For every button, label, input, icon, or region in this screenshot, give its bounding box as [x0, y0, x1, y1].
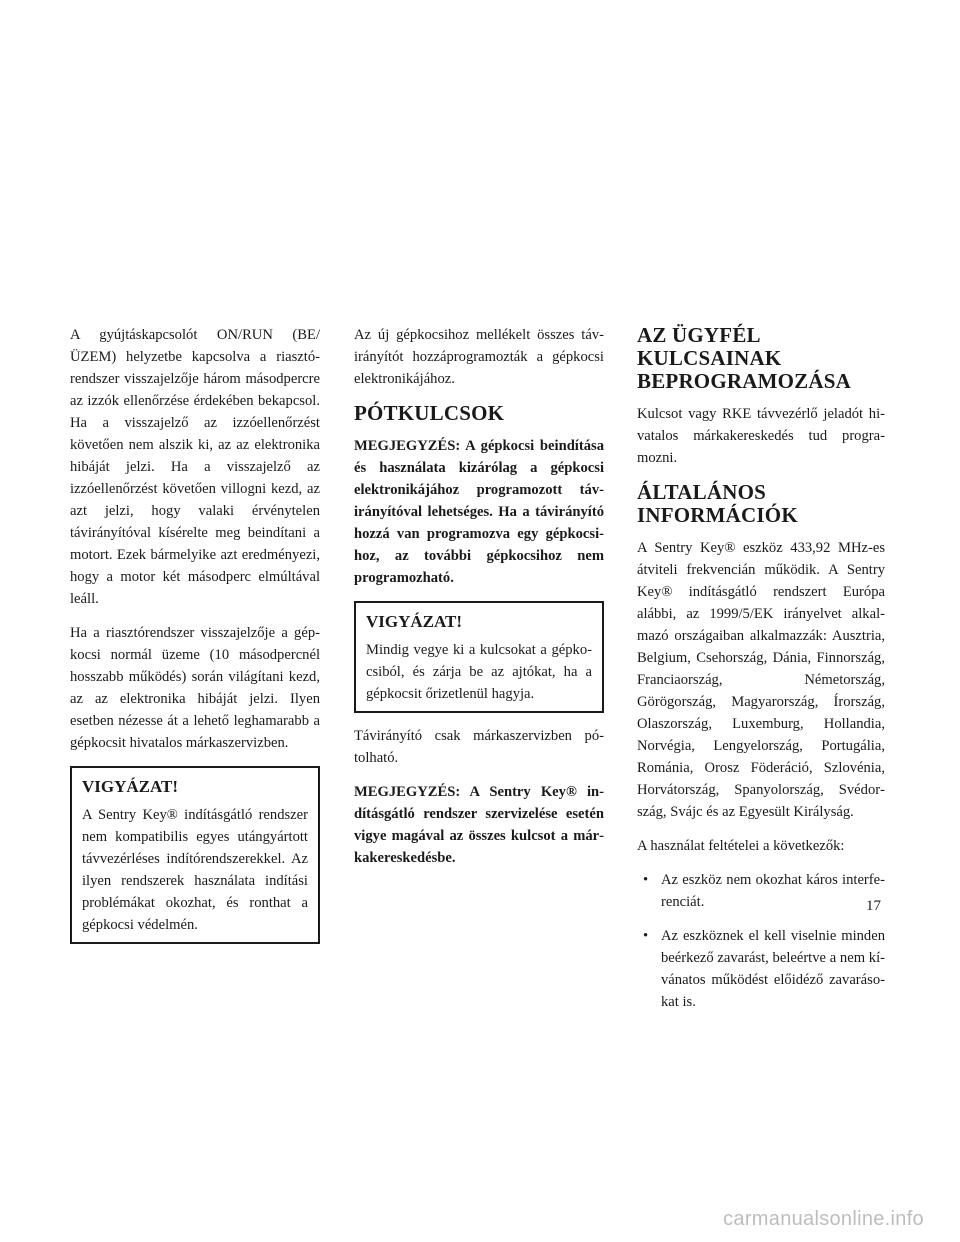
paragraph-indicator-check: A gyújtáskapcsolót ON/RUN (BE/ ÜZEM) helyzetbe kapcsolva a riasztórendszer visszajelzője három másodpercre az izzók ellenőrzése érdekében bekapcsol. Ha a visszajelző az izzóellenőrzést követően nem alszik ki, az az elektronika hibáját jelzi. Ha a visszajelző az izzóellenőrzést követően villogni kezd, az azt jelzi, hogy valaki érvénytelen távirányítóval kísérelte meg beindítani a motort. Ezek bármelyike azt eredményezi, hogy a motor két másodperc elmúltával leáll. [70, 327, 320, 607]
conditions-list [637, 869, 885, 1013]
paragraph-new-remotes: Az új gépkocsihoz mellékelt összes távirányítót hozzáprogramozták a gépkocsi elektronikájához. [354, 327, 604, 387]
note-programming: MEGJEGYZÉS: A gépkocsi beindítása és használata kizárólag a gépkocsi elektronikájához programozott távirányítóval lehetséges. Ha a távirányító hozzá van programozva egy gépkocsihoz, az további gépkocsihoz nem programozható. [354, 438, 604, 586]
page-number: 17 [866, 898, 881, 914]
warning-box-remote-start [70, 766, 320, 944]
heading-spare-keys: PÓTKULCSOK [354, 401, 505, 425]
list-item: • Az eszköz nem okozhat káros interferenciát. [637, 869, 885, 913]
paragraph-conditions-intro: A használat feltételei a következők: [637, 838, 845, 854]
list-item: • Az eszköznek el kell viselnie minden beérkező zavarást, beleértve a nem kívánatos működést előidéző zavarásokat is. [637, 925, 885, 1013]
paragraph-indicator-fault: Ha a riasztórendszer visszajelzője a gépkocsi normál üzeme (10 másodpercnél hosszabb működés) során világítani kezd, az az elektronika hibáját jelzi. Ilyen esetben nézesse át a lehető leghamarabb a gépkocsit hivatalos márkaszervizben. [70, 625, 320, 751]
watermark: carmanualsonline.info [723, 1208, 924, 1230]
heading-general-information: ÁLTALÁNOS INFORMÁCIÓK [637, 480, 798, 527]
paragraph-frequency-countries: A Sentry Key® eszköz 433,92 MHz-es átviteli frekvencián működik. A Sentry Key® indításgátló rendszert Európa alábbi, az 1999/5/EK irányelvet alkalmazó országaiban alkalmazzák: Ausztria, Belgium, Csehország, Dánia, Finnország, Franciaország, Németország, Görögország, Magyarország, Írország, Olaszország, Luxemburg, Hollandia, Norvégia, Lengyelország, Portugália, Románia, Orosz Föderáció, Szlovénia, Horvátország, Spanyolország, Svédország, Svájc és az Egyesült Királyság. [637, 540, 885, 820]
warning-title: VIGYÁZAT! [82, 777, 179, 796]
warning-box-keys [354, 601, 604, 713]
heading-customer-key-programming: AZ ÜGYFÉL KULCSAINAK BEPROGRAMOZÁSA [637, 323, 851, 393]
note-service: MEGJEGYZÉS: A Sentry Key® indításgátló rendszer szervizelése esetén vigye magával az összes kulcsot a márkakereskedésbe. [354, 784, 604, 866]
paragraph-dealer-programming: Kulcsot vagy RKE távvezérlő jeladót hivatalos márkakereskedés tud programozni. [637, 406, 885, 466]
column-middle [354, 324, 604, 881]
column-right [637, 324, 885, 1025]
warning-title: VIGYÁZAT! [366, 612, 463, 631]
warning-text: A Sentry Key® indításgátló rendszer nem kompatibilis egyes utángyártott távvezérléses indítórendszerekkel. Az ilyen rendszerek használata indítási problémákat okozhat, és ronthat a gépkocsi védelmén. [82, 807, 308, 933]
warning-text: Mindig vegye ki a kulcsokat a gépkocsiból, és zárja be az ajtókat, ha a gépkocsit őrizetlenül hagyja. [366, 642, 592, 702]
paragraph-replacement: Távirányító csak márkaszervizben pótolható. [354, 728, 604, 766]
column-left [70, 324, 320, 956]
